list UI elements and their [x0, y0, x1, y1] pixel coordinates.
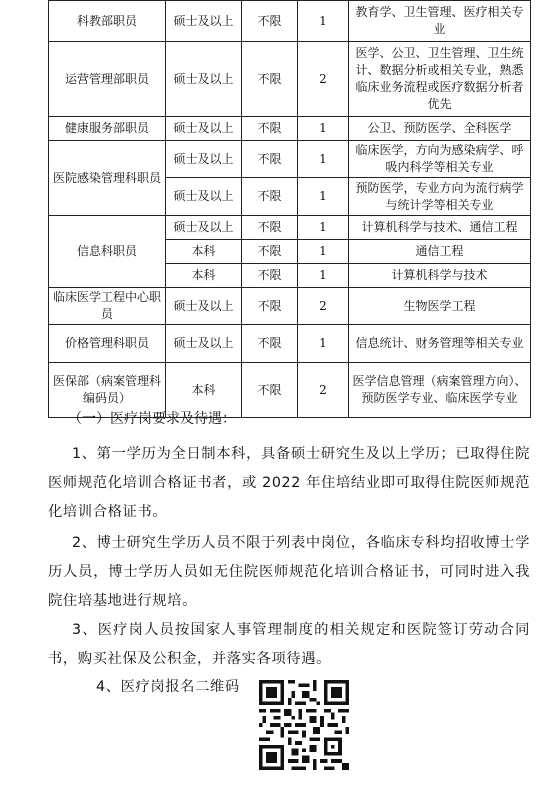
major-limit-cell: 不限: [242, 216, 298, 240]
requirement-cell: 教育学、卫生管理、医疗相关专业: [349, 1, 531, 42]
post-cell: 临床医学工程中心职员: [49, 288, 166, 325]
requirement-cell: 医学信息管理（病案管理方向）、预防医学专业、临床医学专业: [349, 363, 531, 418]
major-limit-cell: 不限: [242, 264, 298, 288]
major-limit-cell: 不限: [242, 240, 298, 264]
education-cell: 本科: [166, 363, 242, 418]
post-cell: 科教部职员: [49, 1, 166, 42]
major-limit-cell: 不限: [242, 178, 298, 216]
requirement-cell: 计算机科学与技术、通信工程: [349, 216, 531, 240]
table-row: [49, 216, 531, 240]
requirement-cell: 生物医学工程: [349, 288, 531, 325]
count-cell: 1: [298, 1, 349, 42]
paragraph-3: [48, 616, 530, 674]
paragraph-1: [48, 440, 530, 527]
table-row: [49, 325, 531, 363]
count-cell: 2: [298, 363, 349, 418]
major-limit-cell: 不限: [242, 363, 298, 418]
post-cell: 价格管理科职员: [49, 325, 166, 363]
table-row: [49, 42, 531, 117]
education-cell: 硕士及以上: [166, 216, 242, 240]
count-cell: 2: [298, 42, 349, 117]
table-row: [49, 117, 531, 141]
count-cell: 1: [298, 325, 349, 363]
education-cell: 硕士及以上: [166, 42, 242, 117]
table-row: [49, 141, 531, 178]
major-limit-cell: 不限: [242, 42, 298, 117]
count-cell: 1: [298, 117, 349, 141]
education-cell: 硕士及以上: [166, 1, 242, 42]
requirement-cell: 预防医学，专业方向为流行病学与统计学等相关专业: [349, 178, 531, 216]
education-cell: 硕士及以上: [166, 288, 242, 325]
table-row: [49, 1, 531, 42]
post-cell: 健康服务部职员: [49, 117, 166, 141]
qr-label: 4、医疗岗报名二维码: [96, 679, 240, 695]
count-cell: 1: [298, 141, 349, 178]
requirement-cell: 信息统计、财务管理等相关专业: [349, 325, 531, 363]
post-cell: 运营管理部职员: [49, 42, 166, 117]
education-cell: 硕士及以上: [166, 141, 242, 178]
count-cell: 1: [298, 178, 349, 216]
major-limit-cell: 不限: [242, 117, 298, 141]
count-cell: 2: [298, 288, 349, 325]
paragraph-text: 3、医疗岗人员按国家人事管理制度的相关规定和医院签订劳动合同书，购买社保及公积金，并落实各项待遇。: [48, 622, 530, 667]
requirement-cell: 公卫、预防医学、全科医学: [349, 117, 531, 141]
education-cell: 硕士及以上: [166, 117, 242, 141]
requirement-cell: 医学、公卫、卫生管理、卫生统计、数据分析或相关专业，熟悉临床业务流程或医疗数据分析者优先: [349, 42, 531, 117]
post-cell: 医保部（病案管理科编码员）: [49, 363, 166, 418]
major-limit-cell: 不限: [242, 325, 298, 363]
paragraph-2: [48, 529, 530, 616]
paragraph-text: 1、第一学历为全日制本科，具备硕士研究生及以上学历；已取得住院医师规范化培训合格证书者，或 2022 年住培结业即可取得住院医师规范化培训合格证书。: [48, 446, 530, 520]
major-limit-cell: 不限: [242, 141, 298, 178]
major-limit-cell: 不限: [242, 288, 298, 325]
major-limit-cell: 不限: [242, 1, 298, 42]
positions-table: [48, 0, 531, 418]
post-cell: 信息科职员: [49, 216, 166, 288]
education-cell: 本科: [166, 264, 242, 288]
requirement-cell: 临床医学，方向为感染病学、呼吸内科学等相关专业: [349, 141, 531, 178]
section-heading: （一）医疗岗要求及待遇：: [68, 411, 236, 427]
registration-qr-code[interactable]: [259, 680, 349, 770]
count-cell: 1: [298, 264, 349, 288]
education-cell: 硕士及以上: [166, 178, 242, 216]
requirement-cell: 计算机科学与技术: [349, 264, 531, 288]
count-cell: 1: [298, 216, 349, 240]
post-cell: 医院感染管理科职员: [49, 141, 166, 216]
requirement-cell: 通信工程: [349, 240, 531, 264]
education-cell: 硕士及以上: [166, 325, 242, 363]
paragraph-text: 2、博士研究生学历人员不限于列表中岗位，各临床专科均招收博士学历人员，博士学历人员如无住院医师规范化培训合格证书，可同时进入我院住培基地进行规培。: [48, 535, 530, 609]
education-cell: 本科: [166, 240, 242, 264]
count-cell: 1: [298, 240, 349, 264]
table-row: [49, 288, 531, 325]
